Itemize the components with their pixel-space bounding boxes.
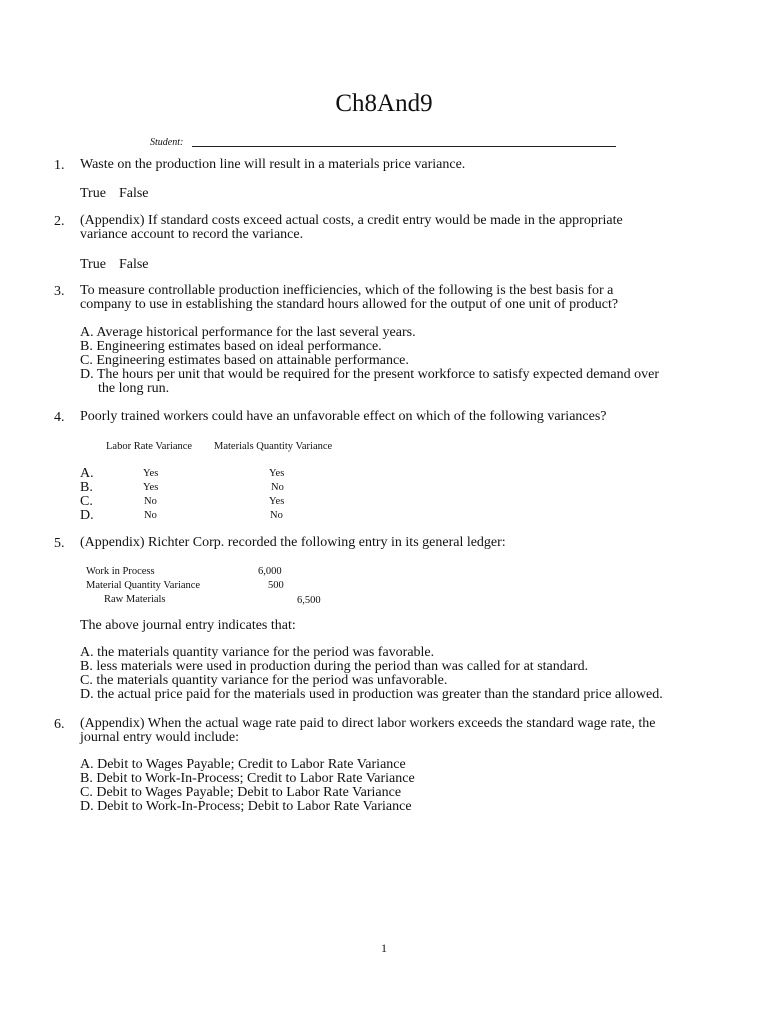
option-a: A. Average historical performance for the last several years.: [80, 325, 416, 340]
table-cell-materials: Yes: [269, 496, 285, 507]
question-3-line-2: company to use in establishing the standard hours allowed for the output of one unit of product?: [80, 297, 619, 312]
option-b: B. less materials were used in production during the period than was called for at standard.: [80, 659, 589, 674]
choice-false: False: [118, 186, 149, 201]
option-d: D. the actual price paid for the materials used in production was greater than the standard price allowed.: [80, 687, 663, 702]
journal-debit: 6,000: [258, 566, 282, 577]
table-cell-labor: No: [144, 496, 157, 507]
choice-false: False: [118, 257, 149, 272]
journal-account: Work in Process: [86, 566, 155, 577]
table-cell-materials: Yes: [269, 468, 285, 479]
table-row-letter: C.: [80, 494, 93, 509]
table-cell-labor: Yes: [143, 468, 159, 479]
table-cell-labor: No: [144, 510, 157, 521]
question-2-choices: [80, 257, 162, 273]
option-c: C. Debit to Wages Payable; Debit to Labor Rate Variance: [80, 785, 402, 800]
question-5-followup: The above journal entry indicates that:: [80, 618, 296, 633]
question-1-number: 1.: [54, 158, 65, 173]
option-d: D. Debit to Work-In-Process; Debit to Labor Rate Variance: [80, 799, 412, 814]
student-label: Student:: [150, 137, 184, 148]
page-number: 1: [381, 941, 387, 955]
question-6-text: [80, 717, 720, 745]
question-6-options: [80, 758, 720, 814]
journal-account: Raw Materials: [104, 594, 166, 605]
question-1-text: Waste on the production line will result in a materials price variance.: [80, 157, 466, 172]
table-header-labor-rate: Labor Rate Variance: [106, 441, 193, 452]
table-cell-materials: No: [270, 510, 283, 521]
journal-credit: 6,500: [297, 595, 321, 606]
table-cell-labor: Yes: [143, 482, 159, 493]
option-c: C. the materials quantity variance for the period was unfavorable.: [80, 673, 448, 688]
table-cell-materials: No: [271, 482, 284, 493]
question-6-line-1: (Appendix) When the actual wage rate paid to direct labor workers exceeds the standard wage rate, the: [80, 716, 656, 731]
choice-true: True: [80, 257, 106, 272]
student-name-line: [192, 146, 616, 147]
table-header-materials-quantity: Materials Quantity Variance: [214, 441, 333, 452]
option-a: A. the materials quantity variance for the period was favorable.: [80, 645, 435, 660]
question-3-options: [80, 326, 720, 396]
question-5-options: [80, 646, 720, 702]
question-2-text: [80, 214, 720, 242]
question-6-number: 6.: [54, 717, 65, 732]
question-5-text: (Appendix) Richter Corp. recorded the following entry in its general ledger:: [80, 535, 506, 550]
journal-account: Material Quantity Variance: [86, 580, 201, 591]
question-2-line-2: variance account to record the variance.: [80, 227, 304, 242]
option-b: B. Engineering estimates based on ideal performance.: [80, 339, 382, 354]
table-row-letter: A.: [80, 466, 94, 481]
question-5-number: 5.: [54, 536, 65, 551]
question-3-text: [80, 284, 720, 312]
option-d: D. The hours per unit that would be required for the present workforce to satisfy expected demand over: [80, 367, 659, 382]
option-d-continued: the long run.: [98, 381, 170, 396]
question-3-number: 3.: [54, 284, 65, 299]
choice-true: True: [80, 186, 106, 201]
question-2-line-1: (Appendix) If standard costs exceed actual costs, a credit entry would be made in the appropriate: [80, 213, 623, 228]
question-1-choices: [80, 186, 162, 202]
table-row-letter: B.: [80, 480, 93, 495]
question-4-number: 4.: [54, 410, 65, 425]
journal-debit: 500: [268, 580, 284, 591]
question-2-number: 2.: [54, 214, 65, 229]
question-3-line-1: To measure controllable production inefficiencies, which of the following is the best basis for a: [80, 283, 614, 298]
option-a: A. Debit to Wages Payable; Credit to Labor Rate Variance: [80, 757, 406, 772]
question-6-line-2: journal entry would include:: [80, 730, 240, 745]
option-c: C. Engineering estimates based on attainable performance.: [80, 353, 409, 368]
document-title: Ch8And9: [335, 90, 433, 117]
table-row-letter: D.: [80, 508, 94, 523]
option-b: B. Debit to Work-In-Process; Credit to Labor Rate Variance: [80, 771, 415, 786]
question-4-text: Poorly trained workers could have an unfavorable effect on which of the following variances?: [80, 409, 607, 424]
